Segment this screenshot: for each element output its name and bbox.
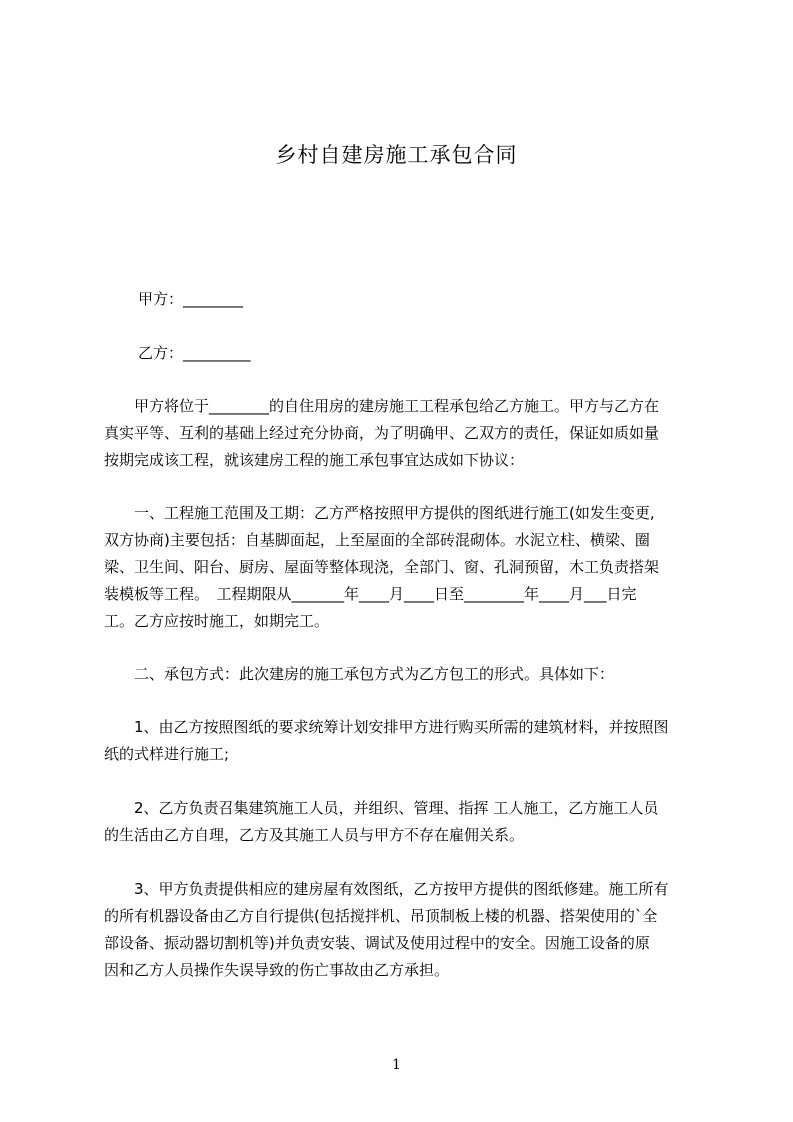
section-1-paragraph xyxy=(104,500,704,635)
intro-line: 真实平等、互利的基础上经过充分协商，为了明确甲、乙双方的责任，保证如质如量 xyxy=(104,424,660,442)
item-1-line: 1、由乙方按照图纸的要求统筹计划安排甲方进行购买所需的建筑材料，并按照图 xyxy=(104,718,669,736)
item-2-line: 2、乙方负责召集建筑施工人员，并组织、管理、指挥 工人施工，乙方施工人员 xyxy=(104,799,659,817)
item-1-line: 纸的式样进行施工; xyxy=(104,745,230,763)
party-b-line: 乙方：_________ xyxy=(138,344,251,362)
item-1-paragraph xyxy=(104,714,704,768)
intro-line: 按期完成该工程，就该建房工程的施工承包事宜达成如下协议： xyxy=(104,451,525,469)
section-1-line: 一、工程施工范围及工期：乙方严格按照甲方提供的图纸进行施工(如发生变更, xyxy=(104,504,655,522)
item-2-paragraph xyxy=(104,795,704,849)
item-3-line: 3、甲方负责提供相应的建房屋有效图纸，乙方按甲方提供的图纸修建。施工所有 xyxy=(104,880,669,898)
section-1-line: 梁、卫生间、阳台、厨房、屋面等整体现浇，全部门、窗、孔洞预留，木工负责搭架 xyxy=(104,558,660,576)
page-number: 1 xyxy=(392,1057,401,1073)
item-3-line: 的所有机器设备由乙方自行提供(包括搅拌机、吊顶制板上楼的机器、搭架使用的`全 xyxy=(104,907,658,925)
intro-paragraph xyxy=(104,393,700,474)
item-3-line: 因和乙方人员操作失误导致的伤亡事故由乙方承担。 xyxy=(104,961,450,979)
party-a-line: 甲方：________ xyxy=(138,290,244,308)
intro-line: 甲方将位于________的自住用房的建房施工工程承包给乙方施工。甲方与乙方在 xyxy=(104,397,660,415)
section-2-line: 二、承包方式：此次建房的施工承包方式为乙方包工的形式。具体如下： xyxy=(104,665,615,683)
item-3-line: 部设备、振动器切割机等)并负责安装、调试及使用过程中的安全。因施工设备的原 xyxy=(104,934,650,952)
item-3-paragraph xyxy=(104,876,704,984)
contract-title: 乡村自建房施工承包合同 xyxy=(275,143,518,167)
section-1-line: 工。乙方应按时施工，如期完工。 xyxy=(104,612,330,630)
section-2-paragraph xyxy=(104,661,704,688)
item-2-line: 的生活由乙方自理，乙方及其施工人员与甲方不存在雇佣关系。 xyxy=(104,826,525,844)
section-1-line: 双方协商)主要包括：自基脚面起，上至屋面的全部砖混砌体。水泥立柱、横梁、圈 xyxy=(104,531,650,549)
section-1-line: 装模板等工程。 工程期限从_______年____月____日至________年____月___日完 xyxy=(104,585,637,603)
